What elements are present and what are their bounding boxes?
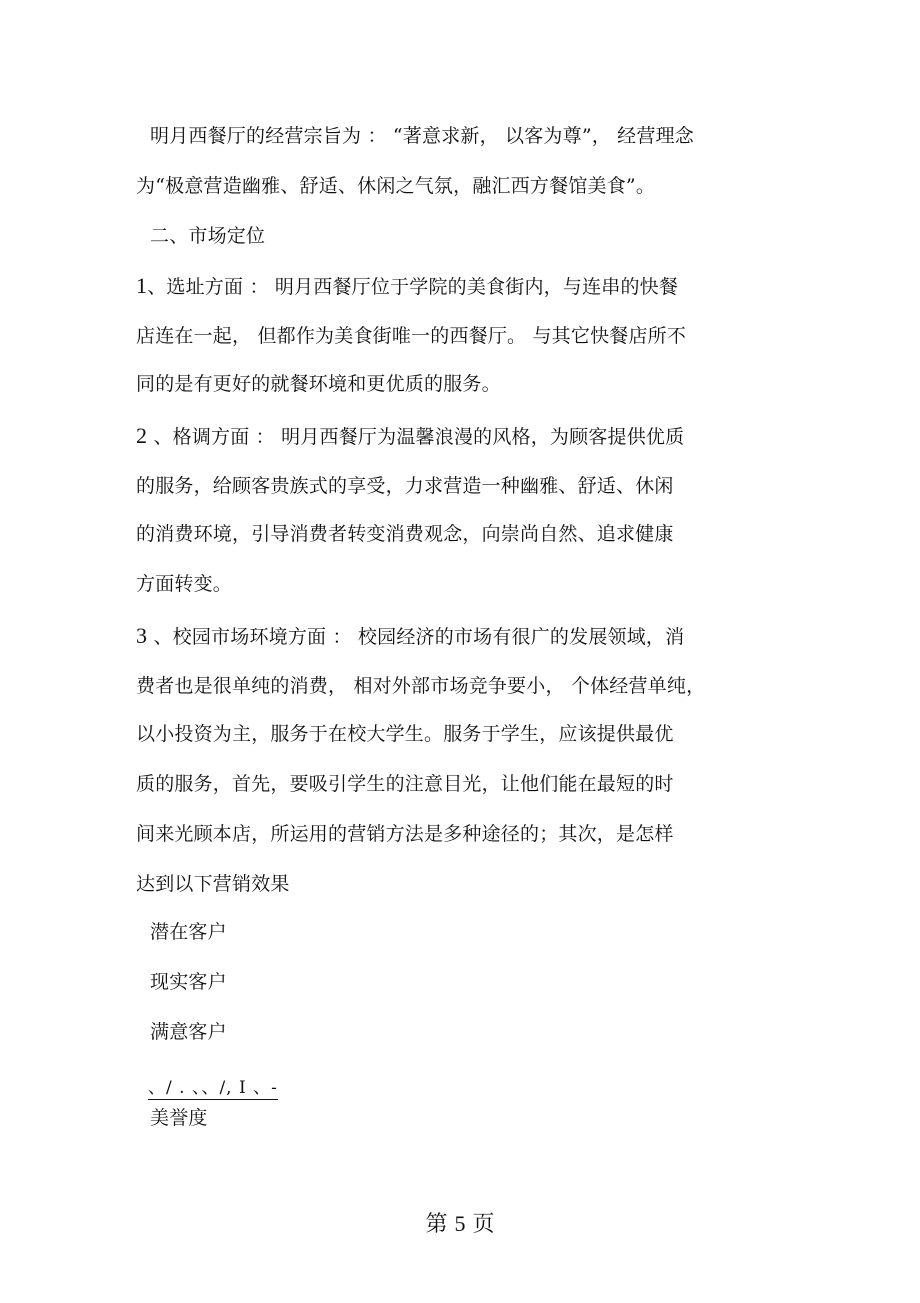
item-2-line-3: 的消费环境，引导消费者转变消费观念，向崇尚自然、追求健康 <box>136 523 674 545</box>
item-3-line-1 <box>136 624 684 649</box>
item-3-line-3: 以小投资为主，服务于在校大学生。服务于学生，应该提供最优 <box>136 723 674 745</box>
diagram-scribble: 、/ . 、、/, I 、- <box>148 1078 278 1098</box>
item-2-line-2: 的服务，给顾客贵族式的享受，力求营造一种幽雅、舒适、休闲 <box>136 475 674 497</box>
page-footer <box>0 1210 920 1239</box>
item-3-line-4: 质的服务，首先，要吸引学生的注意目光，让他们能在最短的时 <box>136 773 674 795</box>
item-3-line-5: 间来光顾本店，所运用的营销方法是多种途径的；其次，是怎样 <box>136 823 674 845</box>
customer-level-potential: 潜在客户 <box>150 921 227 943</box>
item-2-line-4: 方面转变。 <box>136 573 233 595</box>
item-1-number: 1 <box>136 273 148 298</box>
footer-page-number: 5 <box>454 1211 466 1236</box>
intro-line-1: 明月西餐厅的经营宗旨为 ： “著意求新， 以客为尊”， 经营理念 <box>150 125 694 147</box>
item-3-number: 3 <box>136 623 148 648</box>
item-2-line-1 <box>136 424 684 449</box>
customer-level-satisfied: 满意客户 <box>150 1021 227 1043</box>
item-1-line-1 <box>136 274 678 299</box>
item-1-text-1: 、选址方面 ： 明月西餐厅位于学院的美食街内，与连串的快餐 <box>147 276 679 298</box>
item-2-text-1: 、格调方面 ： 明月西餐厅为温馨浪漫的风格，为顾客提供优质 <box>147 426 685 448</box>
item-1-line-3: 同的是有更好的就餐环境和更优质的服务。 <box>136 373 501 395</box>
section-heading: 二、市场定位 <box>150 225 266 247</box>
intro-line-2: 为“极意营造幽雅、舒适、休闲之气氛，融汇西方餐馆美食”。 <box>136 175 656 197</box>
item-1-line-2: 店连在一起， 但都作为美食街唯一的西餐厅。 与其它快餐店所不 <box>136 325 687 347</box>
item-3-text-1: 、校园市场环境方面 ： 校园经济的市场有很广的发展领域，消 <box>147 626 685 648</box>
item-3-line-6: 达到以下营销效果 <box>136 873 290 895</box>
reputation-label: 美誉度 <box>150 1107 208 1129</box>
item-2-number: 2 <box>136 423 148 448</box>
item-3-line-2: 费者也是很单纯的消费， 相对外部市场竞争要小， 个体经营单纯， <box>136 675 706 697</box>
customer-level-actual: 现实客户 <box>150 971 227 993</box>
footer-prefix: 第 <box>425 1212 448 1237</box>
footer-suffix: 页 <box>472 1212 495 1237</box>
